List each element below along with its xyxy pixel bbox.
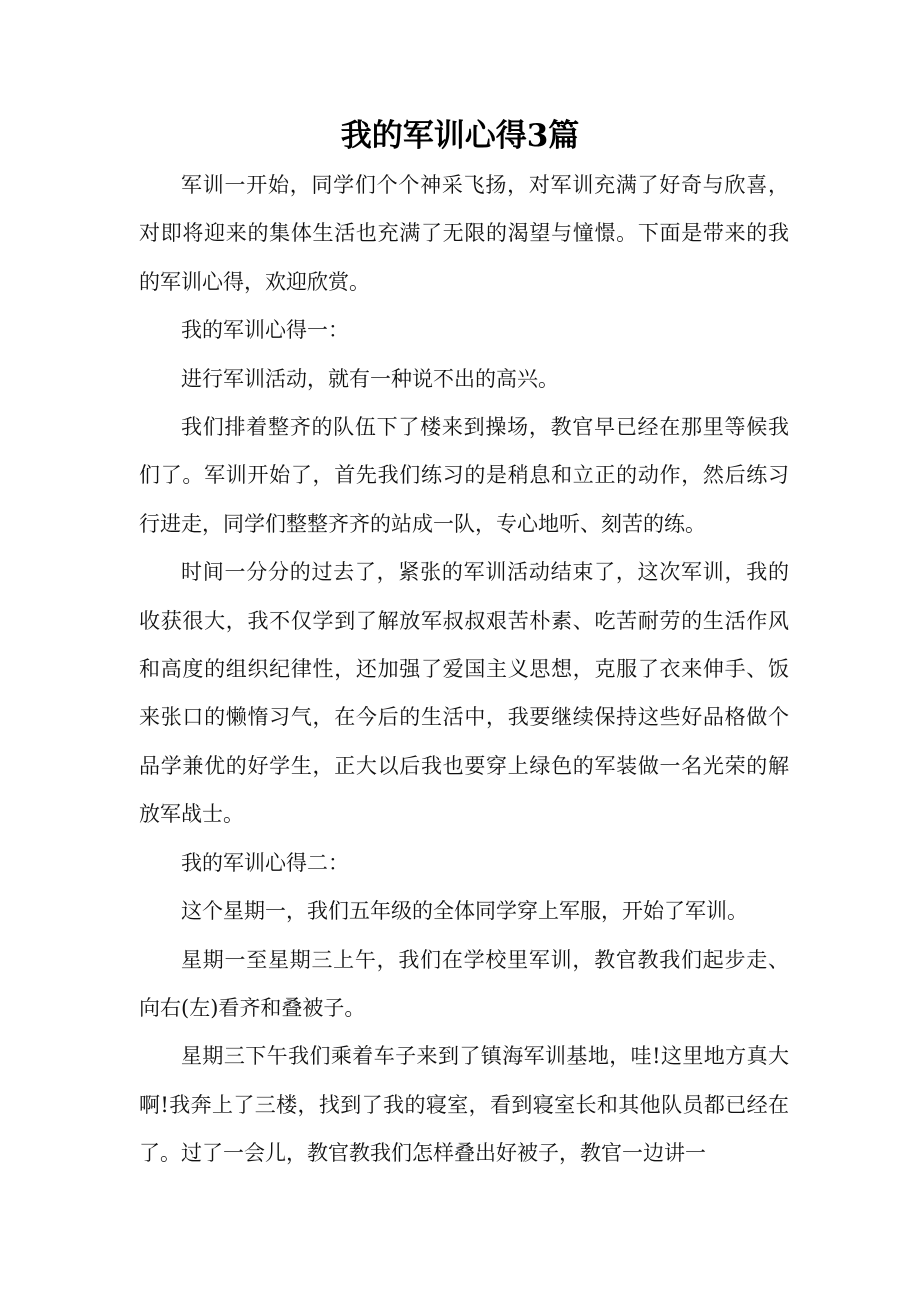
paragraph: 星期三下午我们乘着车子来到了镇海军训基地，哇!这里地方真大啊!我奔上了三楼，找到了我的寝室，看到寝室长和其他队员都已经在了。过了一会儿，教官教我们怎样叠出好被子，教官一边讲一 [139,1044,789,1166]
paragraph: 这个星期一，我们五年级的全体同学穿上军服，开始了军训。 [181,899,748,924]
paragraph: 进行军训活动，就有一种说不出的高兴。 [181,366,559,391]
paragraph: 星期一至星期三上午，我们在学校里军训，教官教我们起步走、向右(左)看齐和叠被子。 [139,947,789,1020]
paragraph: 我们排着整齐的队伍下了楼来到操场，教官早已经在那里等候我们了。军训开始了，首先我们练习的是稍息和立正的动作，然后练习行进走，同学们整整齐齐的站成一队，专心地听、刻苦的练。 [139,415,789,536]
document-body [139,161,789,1178]
section-heading: 我的军训心得一： [181,318,349,343]
document-title: 我的军训心得3篇 [340,118,580,154]
paragraph: 军训一开始，同学们个个神采飞扬，对军训充满了好奇与欣喜，对即将迎来的集体生活也充满了无限的渴望与憧憬。下面是带来的我的军训心得，欢迎欣赏。 [139,173,789,294]
section-heading: 我的军训心得二： [181,850,349,875]
paragraph: 时间一分分的过去了，紧张的军训活动结束了，这次军训，我的收获很大，我不仅学到了解放军叔叔艰苦朴素、吃苦耐劳的生活作风和高度的组织纪律性，还加强了爱国主义思想，克服了衣来伸手、饭来张口的懒惰习气，在今后的生活中，我要继续保持这些好品格做个品学兼优的好学生，正大以后我也要穿上绿色的军装做一名光荣的解放军战士。 [139,560,789,827]
